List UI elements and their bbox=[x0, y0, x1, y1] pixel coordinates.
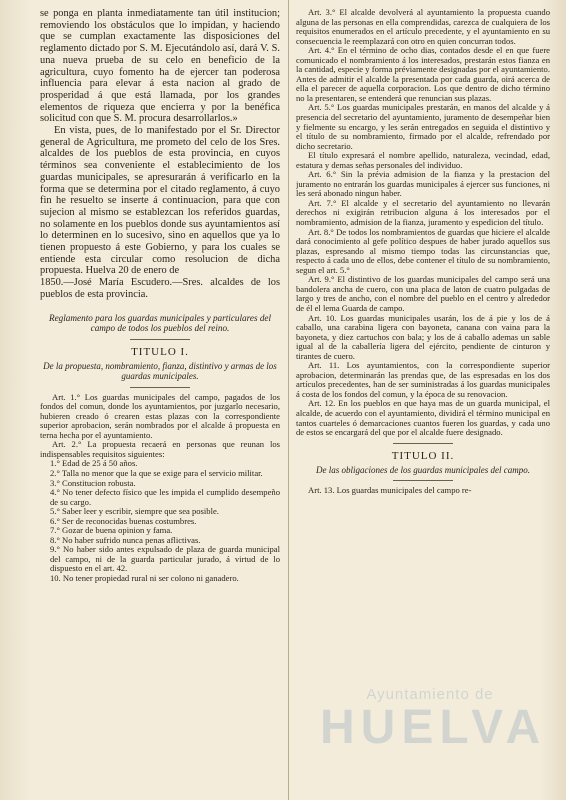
subtitle-divider bbox=[393, 480, 453, 481]
list-item: 7.° Gozar de buena opinion y fama. bbox=[50, 525, 173, 536]
right-column bbox=[296, 8, 550, 496]
article-10: Art. 10. Los guardas municipales usarán, los de á pie y los de á caballo, una carabina ligera con bayoneta, canana con vaina para la bayoneta, y diez cartuchos con bala; y los de á caballo ademas un sable igual al de la caballería ligera del ejército, pendiente de cinturon y tirantes de cuero. bbox=[296, 312, 550, 361]
titulo-2-heading: TITULO II. bbox=[391, 449, 455, 462]
signature-line: 1850.—José María Escudero.—Sres. alcaldes de los pueblos de esta provincia. bbox=[40, 277, 280, 300]
list-item: 6.° Ser de reconocidas buenas costumbres. bbox=[50, 515, 197, 526]
list-item: 5.° Saber leer y escribir, siempre que sea posible. bbox=[50, 506, 219, 517]
article-13: Art. 13. Los guardas municipales del campo re- bbox=[308, 485, 472, 496]
section-divider bbox=[393, 443, 453, 444]
list-item: 1.° Edad de 25 á 50 años. bbox=[50, 458, 138, 469]
list-item: 8.° No haber sufrido nunca penas aflictivas. bbox=[50, 534, 201, 545]
article-8: Art. 8.° De todos los nombramientos de guardas que hiciere el alcalde dará conocimiento al gefe político despues de haber jurado aquellos sus plazas, espresando al mismo tiempo todas las circunstancias que, respecto á cada uno de ellos, debe contener el título de su nombramiento, segun el art. 5.° bbox=[296, 226, 550, 275]
column-divider bbox=[288, 0, 289, 800]
article-2: Art. 2.° La propuesta recaerá en personas que reunan los indispensables requisitos siguientes: bbox=[40, 439, 280, 459]
list-item: 2.° Talla no menor que la que se exige para el servicio militar. bbox=[50, 467, 263, 478]
watermark-line-2: HUELVA bbox=[320, 701, 547, 754]
article-12: Art. 12. En los pueblos en que haya mas de un guarda municipal, el alcalde, de acuerdo con el ayuntamiento, dividirá el término municipal en tantos cuarteles ó demarcaciones cuantos fueren los guardas, y cada uno de estos se encargará del que por el alcalde fuere designado. bbox=[296, 398, 550, 438]
article-5-continued: El título expresará el nombre apellido, naturaleza, vecindad, edad, estatura y demas señas personales del individuo. bbox=[296, 150, 550, 170]
archive-watermark bbox=[320, 686, 547, 754]
article-9: Art. 9.° El distintivo de los guardas municipales del campo será una bandolera ancha de cuero, con una placa de laton de cuatro pulgadas de largo y tres de ancho, con el nombre del pueblo en el centro y alrededor de él el lema Guarda de campo. bbox=[296, 274, 550, 313]
list-item: 10. No tener propiedad rural ni ser colono ni ganadero. bbox=[50, 572, 239, 583]
subtitle-divider bbox=[130, 387, 190, 388]
article-4: Art. 4.° En el término de ocho dias, contados desde el en que fuere comunicado el nombramiento á los interesados, prestarán estos fianza en la cantidad, especie y forma préviamente designadas por el ayuntamiento. Antes de admitir el alcalde la presentada por cada guarda, oirá acerca de ella el parecer de aquella corporacion. Los que dentro de dicho término no la presentaren, se entenderá que renuncian sus plazas. bbox=[296, 45, 550, 103]
article-7: Art. 7.° El alcalde y el secretario del ayuntamiento no llevarán derechos ni exigirán retribucion alguna á los interesados por el nombramiento, admision de la fianza, juramento y espedicion del título. bbox=[296, 197, 550, 228]
article-3: Art. 3.° El alcalde devolverá al ayuntamiento la propuesta cuando alguna de las personas en ella comprendidas, carezca de cualquiera de los requisitos enumerados en el artículo precedente, y el ayuntamiento en su consecuencia le reemplazará con otro en quien concurran todos. bbox=[296, 8, 550, 46]
article-1: Art. 1.° Los guardas municipales del campo, pagados de los fondos del comun, donde los ayuntamientos, por juzgarlo necesario, hubieren creado ó crearen estas plazas con la correspondiente superior aprobacion, serán nombrados por el alcalde á propuesta en terna hecha por el ayuntamiento. bbox=[40, 391, 280, 440]
article-11: Art. 11. Los ayuntamientos, con la correspondiente superior aprobacion, determinarán las prendas que, de las espresadas en los dos artículos precedentes, han de ser suministradas á los guardas municipales á costa de los fondos del comun, y la época de su renovacion. bbox=[296, 360, 550, 399]
article-6: Art. 6.° Sin la prévia admision de la fianza y la prestacion del juramento no entrarán los guardas municipales á ejercer sus funciones, ni les será abonado ningun haber. bbox=[296, 169, 550, 199]
circular-paragraph-2: En vista, pues, de lo manifestado por el Sr. Director general de Agricultura, me prometo del celo de los Sres. alcaldes de los pueblos de esta provincia, en cuyos términos sea conveniente el establecimiento de los guardas municipales, se apresurarán á verificarlo en la forma que se determina por el citado reglamento, á cuyo fin he resuelto se inserte á continuacion, para que con sujecion al mismo se establezcan los referidos guardas, no solamente en los pueblos donde sus ayuntamientos así lo determinen en lo sucesivo, sino en aquellos que ya lo tienen propuesto á este Gobierno, y para los cuales se entiende esta circular como resolucion de dicha propuesta. Huelva 20 de enero de bbox=[40, 125, 280, 277]
reglamento-heading: Reglamento para los guardas municipales y particulares del campo de todos los pueblos del reino. bbox=[48, 312, 272, 334]
list-item: 9.° No haber sido antes expulsado de plaza de guarda municipal del campo, ni de la guarda particular jurado, á virtud de lo dispuesto en el art. 42. bbox=[50, 544, 280, 574]
titulo-2-subtitle: De las obligaciones de los guardas municipales del campo. bbox=[316, 464, 530, 475]
article-5: Art. 5.° Los guardas municipales prestarán, en manos del alcalde y á presencia del secretario del ayuntamiento, juramento de desempeñar bien y fielmente su encargo, y les serán entregados en seguida el distintivo y el título de su nombramiento, firmado por el alcalde, refrendado por dicho secretario. bbox=[296, 102, 550, 151]
list-item: 4.° No tener defecto físico que les impida el cumplido desempeño de su cargo. bbox=[50, 487, 280, 507]
list-item: 3.° Constitucion robusta. bbox=[50, 477, 136, 488]
left-column bbox=[40, 8, 280, 584]
titulo-1-heading: TITULO I. bbox=[131, 345, 189, 358]
circular-paragraph-1: se ponga en planta inmediatamente tan útil institucion; removiendo los obstáculos que lo impidan, y haciendo que se cumplan exactamente las disposiciones del reglamento dictado por S. M. Ejecutándolo así, dará V. S. una nueva prueba de su celo en beneficio de la agricultura, cuyo fomento ha de ejercer tan poderosa influencia para elevar á esta nacion al grado de prosperidad á que está llamada, por los grandes elementos de riqueza que encierra y por la benéfica solicitud con que S. M. procura desarrollarlos.» bbox=[40, 8, 280, 125]
watermark-line-1: Ayuntamiento de bbox=[366, 686, 494, 703]
titulo-1-subtitle: De la propuesta, nombramiento, fianza, distintivo y armas de los guardas municipales. bbox=[43, 360, 277, 382]
heading-divider bbox=[130, 339, 190, 340]
requirements-list bbox=[40, 459, 280, 583]
